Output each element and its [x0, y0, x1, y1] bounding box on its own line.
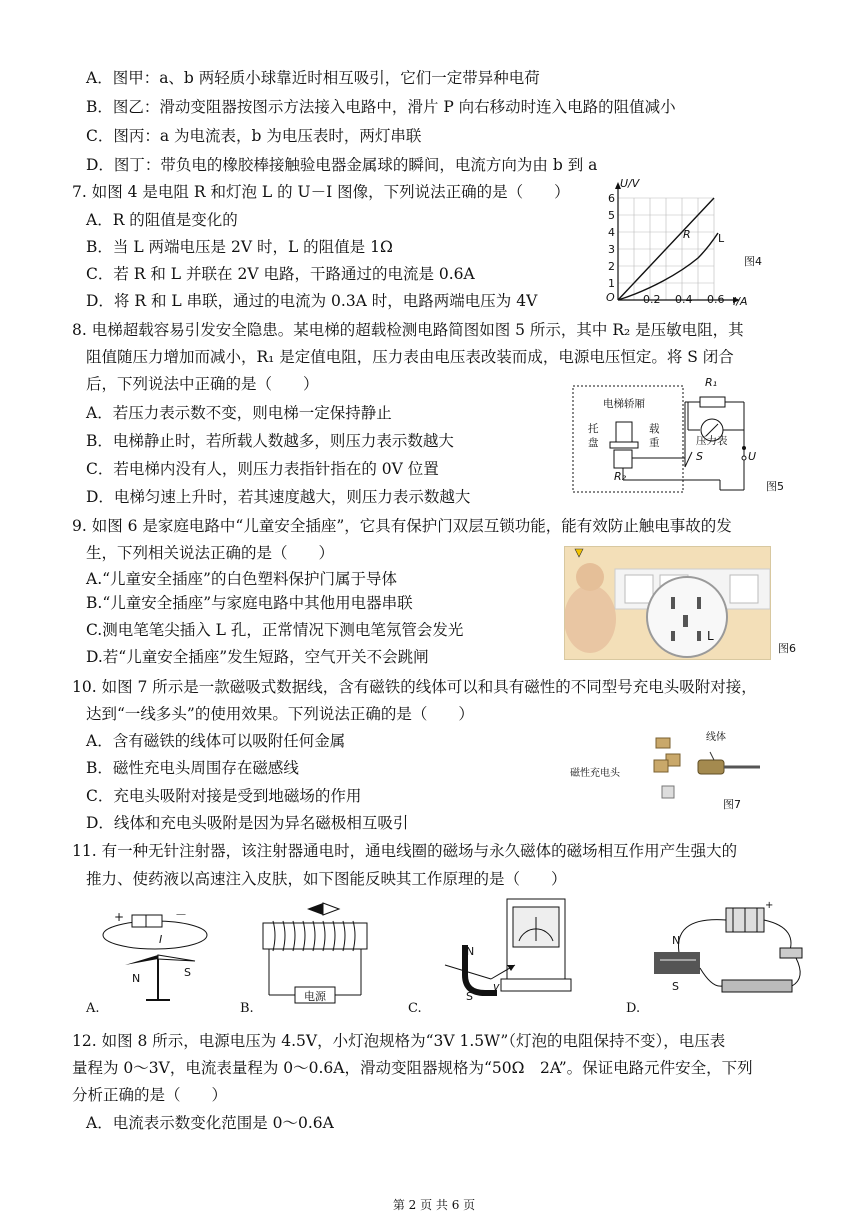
q10-option-c: C．充电头吸附对接是受到地磁场的作用 [86, 787, 362, 805]
fig4-r-label: R [683, 228, 691, 241]
fig-a-plus: + [114, 910, 125, 924]
fig7-body-label: 线体 [706, 732, 726, 743]
q8-option-b: B．电梯静止时，若所载人数越多，则压力表示数越大 [86, 432, 454, 450]
figure-6-socket-photo [564, 546, 771, 660]
fig-a-minus: － [175, 908, 188, 922]
fig-a-s: S [184, 966, 191, 979]
q9-option-d: D.若“儿童安全插座”发生短路，空气开关不会跳闸 [86, 648, 429, 666]
fig5-gauge-label: 压力表 [696, 435, 728, 447]
q10-option-a: A．含有磁铁的线体可以吸附任何金属 [86, 732, 346, 750]
fig-a-current: I [159, 933, 163, 946]
q11-stem-line: 推力、使药液以高速注入皮肤，如下图能反映其工作原理的是（ ） [86, 870, 567, 888]
fig-b-power-label: 电源 [304, 990, 326, 1003]
q7-option-d: D．将 R 和 L 串联，通过的电流为 0.3A 时，电路两端电压为 4V [86, 292, 538, 310]
page-footer: 第 2 页 共 6 页 [392, 1198, 476, 1212]
q11-label-d: D. [626, 1001, 641, 1016]
curve-l [618, 233, 718, 300]
q11-label-c: C. [408, 1001, 422, 1016]
q10-option-d: D．线体和充电头吸附是因为异名磁极相互吸引 [86, 814, 409, 832]
q12-option-a: A．电流表示数变化范围是 0～0.6A [86, 1114, 334, 1132]
fig5-switch-label: S [696, 450, 703, 463]
q9-option-b: B.“儿童安全插座”与家庭电路中其他用电器串联 [86, 594, 413, 612]
fig-c-n: N [466, 945, 475, 958]
fig5-tray-label: 托 盘 [588, 423, 599, 449]
switch-s [685, 452, 692, 467]
q8-stem-line: 阻值随压力增加而减小，R₁ 是定值电阻，压力表由电压表改装而成，电源电压恒定。将 S 闭合 [86, 348, 734, 366]
fig-c-v: v [493, 980, 500, 993]
fig4-origin-label: O [606, 291, 615, 304]
fig-d-n: N [672, 934, 681, 947]
fig4-y-tick: 3 [608, 243, 615, 256]
q7-option-a: A．R 的阻值是变化的 [86, 211, 238, 229]
fig4-x-tick: 0.4 [675, 293, 693, 306]
fig5-load-label: 载 重 [649, 423, 660, 449]
fig-a-n: N [132, 972, 141, 985]
q10-stem-line: 10. 如图 7 所示是一款磁吸式数据线，含有磁铁的线体可以和具有磁性的不同型号充电头吸附对接， [72, 678, 757, 696]
q6-option-b: B．图乙：滑动变阻器按图示方法接入电路中，滑片 P 向右移动时连入电路的阻值减小 [86, 98, 676, 116]
q9-option-c: C.测电笔笔尖插入 L 孔，正常情况下测电笔氖管会发光 [86, 621, 464, 639]
fig4-y-tick: 1 [608, 277, 615, 290]
q7-option-c: C．若 R 和 L 并联在 2V 电路，干路通过的电流是 0.6A [86, 265, 475, 283]
q11-label-a: A. [86, 1001, 100, 1016]
fig6-socket-l-label: L [707, 629, 714, 643]
q8-stem-line: 后，下列说法中正确的是（ ） [86, 375, 319, 393]
q7-option-b: B．当 L 两端电压是 2V 时，L 的阻值是 1Ω [86, 238, 393, 256]
fig4-y-axis-label: U/V [620, 177, 640, 190]
q10-stem-line: 达到“一线多头”的使用效果。下列说法正确的是（ ） [86, 705, 474, 723]
q11-label-b: B. [240, 1001, 254, 1016]
fig4-l-label: L [718, 232, 725, 245]
q6-option-c: C．图丙：a 为电流表，b 为电压表时，两灯串联 [86, 127, 422, 145]
figure-4-ui-graph [600, 178, 780, 310]
q10-option-b: B．磁性充电头周围存在磁感线 [86, 759, 299, 777]
q6-option-a: A．图甲：a、b 两轻质小球靠近时相互吸引，它们一定带异种电荷 [86, 69, 540, 87]
q6-option-d: D．图丁：带负电的橡胶棒接触验电器金属球的瞬间，电流方向为由 b 到 a [86, 156, 598, 174]
q8-option-c: C．若电梯内没有人，则压力表指针指在的 0V 位置 [86, 460, 439, 478]
q12-stem-line: 分析正确的是（ ） [72, 1086, 228, 1104]
fig4-x-tick: 0.6 [707, 293, 725, 306]
fig5-box-title: 电梯轿厢 [603, 398, 645, 410]
fig5-caption: 图5 [766, 480, 784, 493]
r1-resistor [700, 397, 725, 407]
q8-stem-line: 8. 电梯超载容易引发安全隐患。某电梯的超载检测电路简图如图 5 所示，其中 R₂ 是压敏电阻，其 [72, 321, 744, 339]
q8-option-d: D．电梯匀速上升时，若其速度越大，则压力表示数越大 [86, 488, 471, 506]
r2-resistor [614, 450, 632, 468]
q9-stem-line: 生，下列相关说法正确的是（ ） [86, 544, 335, 562]
q9-stem-line: 9. 如图 6 是家庭电路中“儿童安全插座”，它具有保护门双层互锁功能，能有效防止触电事故的发 [72, 517, 732, 535]
q11-figure-c [435, 895, 585, 1010]
fig5-r1-label: R₁ [705, 376, 718, 389]
q11-figure-d [640, 898, 810, 1010]
figure-5-circuit [570, 372, 790, 502]
fig4-y-tick: 6 [608, 192, 615, 205]
fig4-y-tick: 5 [608, 209, 615, 222]
fig7-caption: 图7 [723, 798, 741, 811]
q9-option-a: A.“儿童安全插座”的白色塑料保护门属于导体 [86, 570, 397, 588]
fig5-r2-label: R₂ [614, 470, 627, 483]
q11-stem-line: 11. 有一种无针注射器，该注射器通电时，通电线圈的磁场与永久磁体的磁场相互作用产生强大的 [72, 842, 738, 860]
fig-c-s: S [466, 990, 473, 1003]
fig-d-s: S [672, 980, 679, 993]
q8-option-a: A．若压力表示数不变，则电梯一定保持静止 [86, 404, 392, 422]
fig6-caption: 图6 [778, 642, 796, 655]
q12-stem-line: 12. 如图 8 所示，电源电压为 4.5V，小灯泡规格为“3V 1.5W”（灯泡的电阻保持不变），电压表 [72, 1032, 726, 1050]
q12-stem-line: 量程为 0～3V，电流表量程为 0～0.6A，滑动变阻器规格为“50Ω 2A”。保证电路元件安全，下列 [72, 1059, 753, 1077]
fig4-y-tick: 4 [608, 226, 615, 239]
fig-d-plus: + [765, 900, 774, 911]
figure-7-magnetic-cable [640, 730, 770, 810]
q7-stem: 7. 如图 4 是电阻 R 和灯泡 L 的 U－I 图像，下列说法正确的是（ ） [72, 183, 570, 201]
fig4-caption: 图4 [744, 255, 762, 268]
fig7-head-label: 磁性充电头 [570, 768, 620, 779]
fig4-x-axis-label: I/A [733, 295, 748, 308]
fig4-y-tick: 2 [608, 260, 615, 273]
fig5-source-label: U [748, 450, 757, 463]
fig4-x-tick: 0.2 [643, 293, 661, 306]
